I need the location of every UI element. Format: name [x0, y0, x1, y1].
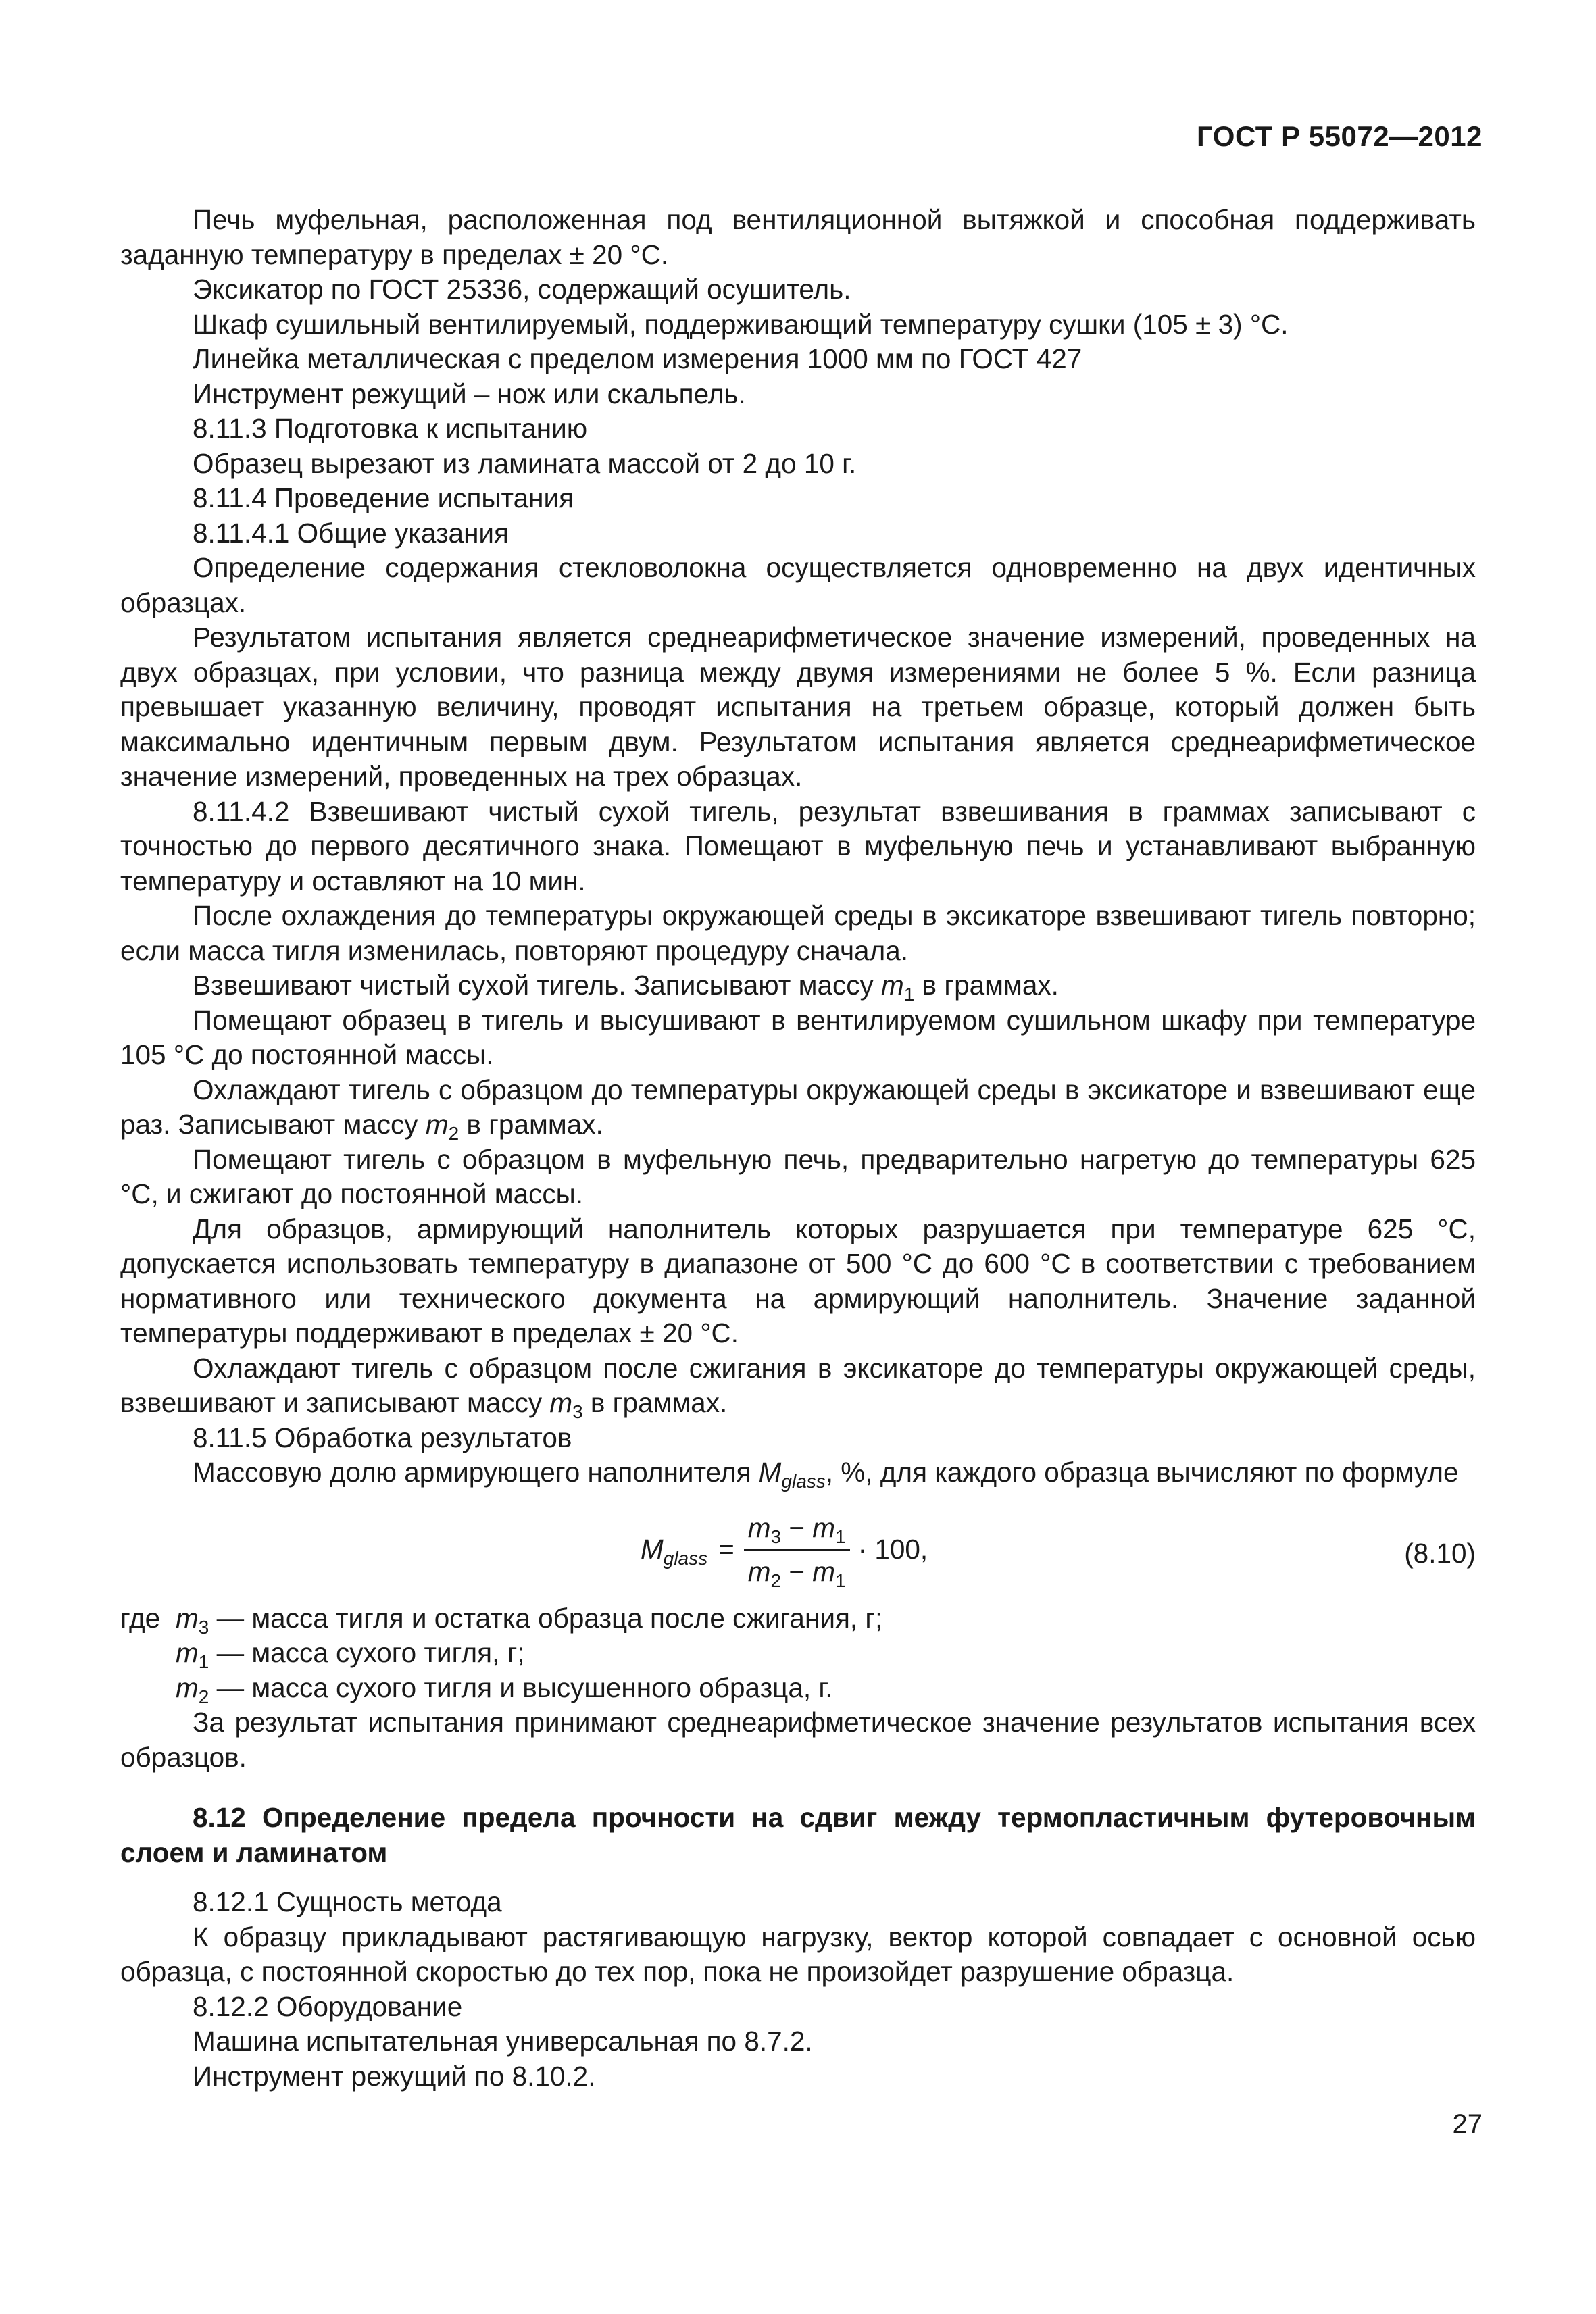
paragraph: Охлаждают тигель с образцом до температуры окружающей среды в эксикаторе и взвешивают еще раз. Записывают массу $m_2$ в граммах.: [120, 1074, 1476, 1144]
paragraph: Печь муфельная, расположенная под вентиляционной вытяжкой и способная поддерживать заданную температуру в пределах ± 20 °С.: [120, 204, 1476, 270]
paragraph: Машина испытательная универсальная по 8.7.2.: [193, 2026, 813, 2057]
formula-lhs: $M_{glass}$: [641, 1534, 708, 1569]
paragraph: 8.11.4.2 Взвешивают чистый сухой тигель, результат взвешивания в граммах записывают с точностью до первого десятичного знака. Помещают в муфельную печь и устанавливают выбранную температуру и оставляют на 10 мин.: [120, 795, 1476, 897]
paragraph: Определение содержания стекловолокна осуществляется одновременно на двух идентичных образцах.: [120, 552, 1476, 618]
paragraph: Образец вырезают из ламината массой от 2 до 10 г.: [193, 447, 857, 479]
formula-numerator: $m_3 - m_1$: [744, 1511, 850, 1551]
formula-body: [641, 1511, 928, 1590]
paragraph: Эксикатор по ГОСТ 25336, содержащий осушитель.: [193, 274, 851, 305]
page-number: 27: [1452, 2109, 1482, 2139]
page-content: [120, 203, 1476, 2094]
formula-fraction: [744, 1511, 850, 1590]
document-id: ГОСТ Р 55072—2012: [1197, 120, 1482, 152]
subsection-heading: 8.11.5 Обработка результатов: [193, 1422, 572, 1453]
paragraph: К образцу прикладывают растягивающую нагрузку, вектор которой совпадает с основной осью образца, с постоянной скоростью до тех пор, пока не произойдет разрушение образца.: [120, 1921, 1476, 1987]
subsection-heading: 8.11.4 Проведение испытания: [193, 482, 574, 513]
paragraph: Взвешивают чистый сухой тигель. Записывают массу $m_1$ в граммах.: [193, 970, 1059, 1005]
formula-8-10: [120, 1508, 1476, 1597]
formula-multiplier: · 100,: [857, 1534, 928, 1565]
paragraph: Помещают тигель с образцом в муфельную печь, предварительно нагретую до температуры 625 °С, и сжигают до постоянной массы.: [120, 1143, 1476, 1209]
paragraph: Охлаждают тигель с образцом после сжигания в эксикаторе до температуры окружающей среды, взвешивают и записывают массу $m_3$ в граммах.: [120, 1352, 1476, 1422]
paragraph: Шкаф сушильный вентилируемый, поддерживающий температуру сушки (105 ± 3) °С.: [193, 308, 1289, 340]
formula-number: (8.10): [1404, 1537, 1476, 1569]
paragraph: Массовую долю армирующего наполнителя $M_{glass}$, %, для каждого образца вычисляют по формуле: [193, 1457, 1459, 1492]
where-line: $m_1$ — масса сухого тигля, г;: [176, 1637, 525, 1672]
paragraph: Линейка металлическая с пределом измерения 1000 мм по ГОСТ 427: [193, 343, 1082, 374]
paragraph: Результатом испытания является среднеарифметическое значение измерений, проведенных на двух образцах, при условии, что разница между двумя измерениями не более 5 %. Если разница превышает указанную величину, проводят испытания на третьем образце, который должен быть максимально идентичным первым двум. Результатом испытания является среднеарифметическое значение измерений, проведенных на трех образцах.: [120, 622, 1476, 792]
paragraph: Помещают образец в тигель и высушивают в вентилируемом сушильном шкафу при температуре 105 °С до постоянной массы.: [120, 1004, 1476, 1070]
subsection-heading: 8.11.3 Подготовка к испытанию: [193, 413, 588, 444]
formula-equals: =: [718, 1534, 734, 1565]
formula-denominator: $m_2 - m_1$: [747, 1556, 846, 1591]
paragraph: Для образцов, армирующий наполнитель которых разрушается при температуре 625 °С, допускается использовать температуру в диапазоне от 500 °С до 600 °С в соответствии с требованием нормативного или технического документа на армирующий наполнитель. Значение заданной температуры поддерживают в пределах ± 20 °С.: [120, 1213, 1476, 1349]
subsection-heading: 8.12.2 Оборудование: [193, 1990, 463, 2022]
section-heading: 8.12 Определение предела прочности на сдвиг между термопластичным футеровочным слоем и ламинатом: [120, 1802, 1476, 1868]
where-line: где $m_3$ — масса тигля и остатка образца после сжигания, г;: [120, 1602, 883, 1638]
paragraph: Инструмент режущий по 8.10.2.: [193, 2060, 596, 2092]
subsection-heading: 8.12.1 Сущность метода: [193, 1886, 502, 1917]
where-line: $m_2$ — масса сухого тигля и высушенного образца, г.: [176, 1671, 833, 1707]
paragraph: Инструмент режущий – нож или скальпель.: [193, 378, 746, 409]
paragraph: После охлаждения до температуры окружающей среды в эксикаторе взвешивают тигель повторно; если масса тигля изменилась, повторяют процедуру сначала.: [120, 900, 1476, 966]
paragraph: За результат испытания принимают среднеарифметическое значение результатов испытания всех образцов.: [120, 1707, 1476, 1773]
subsection-heading: 8.11.4.1 Общие указания: [193, 517, 509, 549]
